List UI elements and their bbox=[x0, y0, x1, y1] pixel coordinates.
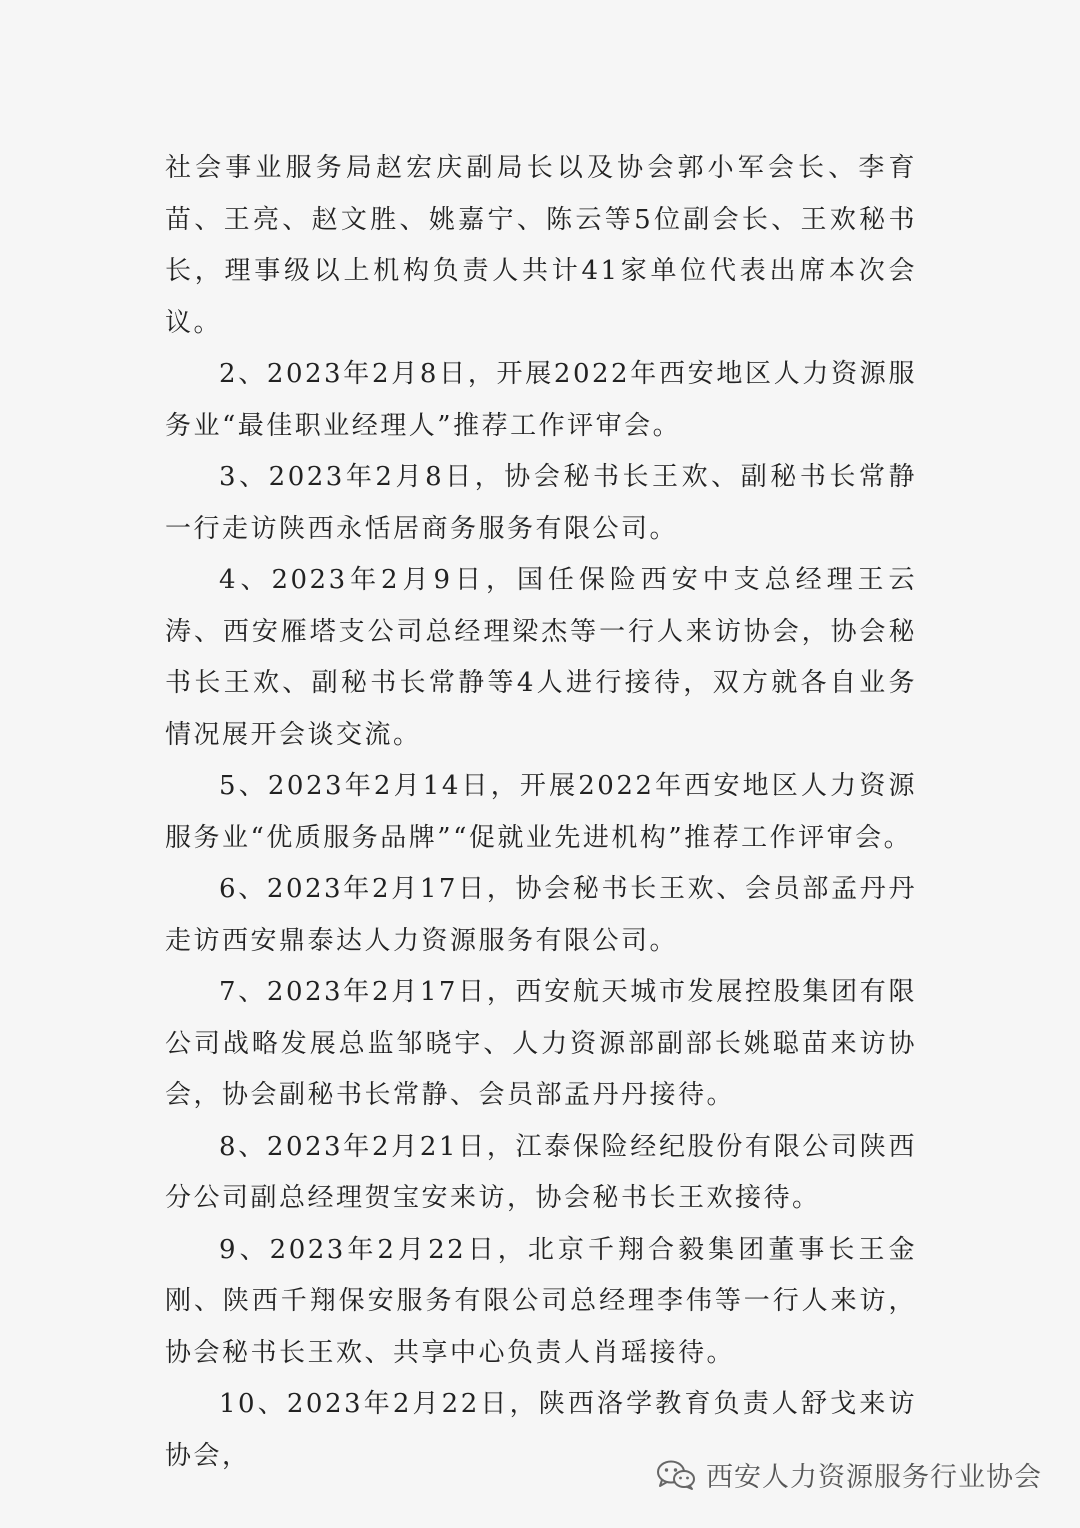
paragraph-continuation: 社会事业服务局赵宏庆副局长以及协会郭小军会长、李育苗、王亮、赵文胜、姚嘉宁、陈云等5位副会长、王欢秘书长，理事级以上机构负责人共计41家单位代表出席本次会议。 bbox=[165, 153, 917, 338]
wechat-icon bbox=[656, 1459, 696, 1491]
paragraph-item-3: 3、2023年2月8日，协会秘书长王欢、副秘书长常静一行走访陕西永恬居商务服务有限公司。 bbox=[165, 462, 917, 544]
paragraph-item-5: 5、2023年2月14日，开展2022年西安地区人力资源服务业“优质服务品牌”“促就业先进机构”推荐工作评审会。 bbox=[165, 771, 917, 853]
paragraph-item-10: 10、2023年2月22日，陕西洛学教育负责人舒戈来访协会， bbox=[165, 1389, 917, 1471]
paragraph-item-8: 8、2023年2月21日，江泰保险经纪股份有限公司陕西分公司副总经理贺宝安来访，协会秘书长王欢接待。 bbox=[165, 1131, 917, 1213]
watermark-text: 西安人力资源服务行业协会 bbox=[706, 1462, 1042, 1493]
paragraph-item-9: 9、2023年2月22日，北京千翔合毅集团董事长王金刚、陕西千翔保安服务有限公司总经理李伟等一行人来访，协会秘书长王欢、共享中心负责人肖瑶接待。 bbox=[165, 1234, 917, 1368]
paragraph-item-7: 7、2023年2月17日，西安航天城市发展控股集团有限公司战略发展总监邹晓宇、人力资源部副部长姚聪苗来访协会，协会副秘书长常静、会员部孟丹丹接待。 bbox=[165, 977, 917, 1110]
paragraph-item-4: 4、2023年2月9日，国任保险西安中支总经理王云涛、西安雁塔支公司总经理梁杰等一行人来访协会，协会秘书长王欢、副秘书长常静等4人进行接待，双方就各自业务情况展开会谈交流。 bbox=[165, 565, 917, 750]
paragraph-item-2: 2、2023年2月8日，开展2022年西安地区人力资源服务业“最佳职业经理人”推荐工作评审会。 bbox=[165, 359, 917, 441]
document-body bbox=[165, 143, 917, 1482]
account-watermark bbox=[656, 1455, 1042, 1494]
paragraph-item-6: 6、2023年2月17日，协会秘书长王欢、会员部孟丹丹走访西安鼎泰达人力资源服务有限公司。 bbox=[165, 874, 917, 956]
